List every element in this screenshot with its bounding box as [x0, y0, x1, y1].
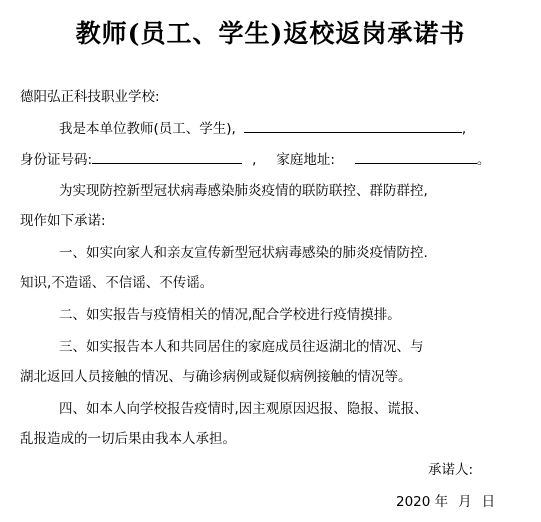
- signature-date: [396, 491, 495, 513]
- name-blank: [244, 118, 462, 133]
- home-address-blank: [355, 149, 477, 164]
- date-year-unit: 年: [434, 494, 449, 510]
- commitment-item-3-line-1: 三、如实报告本人和共同居住的家庭成员往返湖北的情况、与: [59, 339, 424, 355]
- commitment-item-4-line-2: 乱报造成的一切后果由我本人承担。: [20, 431, 236, 447]
- commitment-item-2-line-1: 二、如实报告与疫情相关的情况,配合学校进行疫情摸排。: [59, 307, 401, 323]
- commitment-item-1-line-2: 知识,不造谣、不信谣、不传谣。: [20, 275, 214, 291]
- date-day-unit: 日: [481, 494, 496, 510]
- commitment-item-4-line-1: 四、如本人向学校报告疫情时,因主观原因迟报、隐报、谎报、: [59, 401, 428, 417]
- addressee: 德阳弘正科技职业学校:: [20, 89, 160, 105]
- signature-label: 承诺人:: [428, 462, 474, 478]
- id-address-line: [20, 149, 490, 171]
- document-title: 教师(员工、学生)返校返岗承诺书: [75, 19, 466, 48]
- id-number-label: 身份证号码:: [20, 152, 93, 168]
- home-address-label: 家庭地址:: [276, 152, 335, 168]
- commitment-item-1-line-1: 一、如实向家人和亲友宣传新型冠状病毒感染的肺炎疫情防控.: [59, 245, 428, 261]
- intro-line: [59, 118, 466, 140]
- intro-prefix: 我是本单位教师(员工、学生),: [59, 121, 236, 137]
- id-comma: ,: [252, 152, 257, 168]
- date-year: 2020: [396, 494, 431, 510]
- intro-suffix: ,: [461, 121, 467, 137]
- purpose-line-1: 为实现防控新型冠状病毒感染肺炎疫情的联防联控、群防群控,: [59, 183, 428, 199]
- commitment-item-3-line-2: 湖北返回人员接触的情况、与确诊病例或疑似病例接触的情况等。: [20, 369, 412, 385]
- purpose-line-2: 现作如下承诺:: [20, 213, 106, 229]
- id-number-blank: [92, 149, 242, 164]
- date-month-unit: 月: [458, 494, 472, 510]
- address-end: 。: [476, 152, 491, 168]
